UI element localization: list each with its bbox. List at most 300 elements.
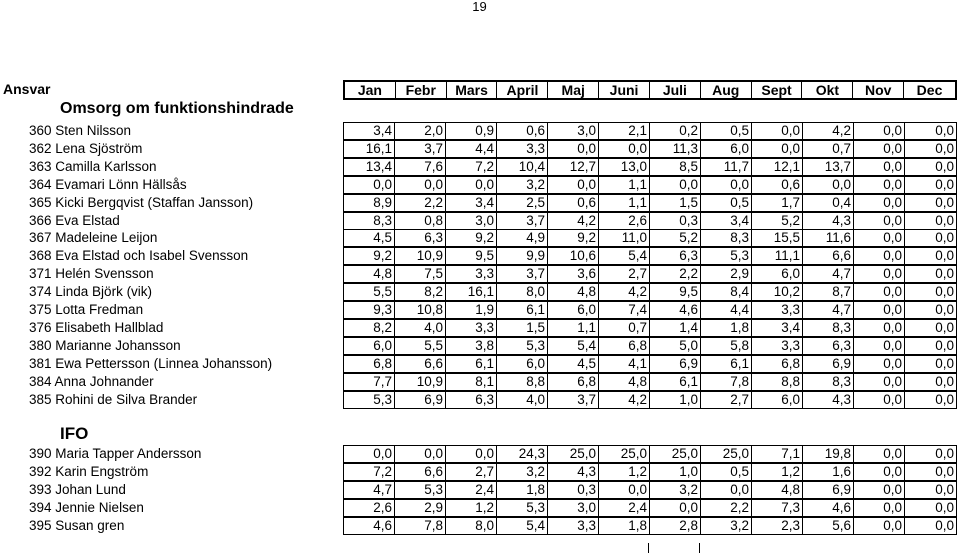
value-cell: 6,3 — [446, 392, 497, 408]
value-cell: 0,0 — [599, 482, 650, 498]
value-cell: 8,2 — [344, 320, 395, 336]
value-cell: 6,6 — [395, 356, 446, 372]
value-cell: 1,7 — [752, 195, 803, 211]
value-cell: 7,4 — [599, 302, 650, 318]
value-cell: 0,0 — [395, 446, 446, 462]
value-cell: 0,0 — [935, 337, 954, 353]
table-row — [0, 176, 959, 194]
value-cell: 2,4 — [446, 482, 497, 498]
value-cell: 0,5 — [701, 195, 752, 211]
table-row — [0, 463, 959, 481]
value-cell: 8,9 — [344, 195, 395, 211]
value-cell: 5,2 — [752, 213, 803, 229]
value-cell: 8,5 — [650, 159, 701, 175]
value-cell: 3,2 — [701, 518, 752, 534]
value-cell: 10,9 — [395, 248, 446, 264]
value-cell: 24,3 — [497, 446, 548, 462]
month-header-febr: Febr — [396, 82, 447, 98]
value-cell: 3,3 — [497, 141, 548, 157]
value-cell: 0,0 — [854, 500, 905, 516]
value-cell: 0,3 — [650, 213, 701, 229]
value-cell: 0,0 — [854, 159, 905, 175]
value-cell: 3,3 — [446, 266, 497, 282]
value-cell: 4,3 — [548, 464, 599, 480]
value-cell: 6,8 — [344, 356, 395, 372]
value-cell: 8,3 — [803, 320, 854, 336]
value-cell: 3,7 — [497, 266, 548, 282]
divider-line — [648, 543, 649, 553]
value-cell: 9,2 — [344, 248, 395, 264]
value-cell: 8,1 — [446, 374, 497, 390]
value-cell: 8,3 — [701, 230, 752, 246]
month-header-dec: Dec — [916, 82, 943, 98]
value-cell: 6,9 — [803, 356, 854, 372]
value-cell: 7,5 — [395, 266, 446, 282]
value-cell: 11,7 — [701, 159, 752, 175]
row-values — [343, 140, 957, 158]
table-row — [0, 373, 959, 391]
value-cell: 0,0 — [935, 391, 954, 407]
value-cell: 0,6 — [752, 177, 803, 193]
value-cell: 0,0 — [548, 177, 599, 193]
value-cell: 0,0 — [854, 195, 905, 211]
month-header-maj: Maj — [548, 82, 599, 98]
value-cell: 4,7 — [803, 266, 854, 282]
value-cell: 2,0 — [395, 123, 446, 139]
value-cell: 4,2 — [803, 123, 854, 139]
month-header-mars: Mars — [447, 82, 498, 98]
row-values — [343, 337, 957, 355]
row-label: 360 Sten Nilsson — [29, 123, 132, 138]
value-cell: 3,4 — [344, 123, 395, 139]
value-cell: 0,0 — [854, 141, 905, 157]
value-cell: 3,7 — [497, 213, 548, 229]
value-cell: 12,7 — [548, 159, 599, 175]
value-cell: 3,2 — [497, 464, 548, 480]
value-cell: 0,0 — [935, 230, 954, 246]
value-cell: 6,3 — [803, 338, 854, 354]
value-cell: 0,7 — [803, 141, 854, 157]
month-header-april: April — [497, 82, 548, 98]
row-values — [343, 319, 957, 337]
row-label: 371 Helén Svensson — [29, 266, 154, 282]
value-cell: 0,0 — [935, 140, 954, 156]
value-cell: 0,0 — [446, 177, 497, 193]
value-cell: 1,9 — [446, 302, 497, 318]
value-cell: 10,6 — [548, 248, 599, 264]
value-cell: 3,3 — [548, 518, 599, 534]
value-cell: 6,0 — [497, 356, 548, 372]
value-cell: 3,3 — [752, 302, 803, 318]
value-cell: 0,0 — [854, 177, 905, 193]
value-cell: 1,0 — [650, 464, 701, 480]
value-cell: 1,2 — [599, 464, 650, 480]
value-cell: 9,3 — [344, 302, 395, 318]
value-cell: 4,9 — [497, 230, 548, 246]
value-cell: 6,0 — [548, 302, 599, 318]
month-header-juli: Juli — [650, 82, 701, 98]
value-cell: 19,8 — [803, 446, 854, 462]
value-cell: 2,7 — [701, 392, 752, 408]
value-cell: 6,6 — [395, 464, 446, 480]
table-row — [0, 481, 959, 499]
value-cell: 6,0 — [344, 338, 395, 354]
value-cell: 1,5 — [650, 195, 701, 211]
value-cell: 9,5 — [650, 284, 701, 300]
value-cell: 0,0 — [935, 158, 954, 174]
row-label: 392 Karin Engström — [29, 463, 149, 479]
value-cell: 7,8 — [395, 518, 446, 534]
value-cell: 8,0 — [497, 284, 548, 300]
value-cell: 1,1 — [548, 320, 599, 336]
value-cell: 0,0 — [935, 481, 954, 497]
value-cell: 15,5 — [752, 230, 803, 246]
value-cell: 2,5 — [497, 195, 548, 211]
row-label: 367 Madeleine Leijon — [29, 230, 158, 246]
row-values — [343, 373, 957, 391]
row-values — [343, 176, 957, 194]
value-cell: 16,1 — [344, 141, 395, 157]
value-cell: 6,3 — [650, 248, 701, 264]
value-cell: 2,2 — [395, 195, 446, 211]
row-values — [343, 229, 957, 247]
value-cell: 5,8 — [701, 338, 752, 354]
value-cell: 2,4 — [599, 500, 650, 516]
value-cell: 11,6 — [803, 230, 854, 246]
value-cell: 7,6 — [395, 159, 446, 175]
value-cell: 1,5 — [497, 320, 548, 336]
value-cell: 3,3 — [752, 338, 803, 354]
value-cell: 0,0 — [854, 248, 905, 264]
value-cell: 0,0 — [854, 392, 905, 408]
value-cell: 5,5 — [344, 284, 395, 300]
table-row — [0, 319, 959, 337]
value-cell: 4,5 — [548, 356, 599, 372]
value-cell: 11,3 — [650, 141, 701, 157]
value-cell: 6,8 — [599, 338, 650, 354]
value-cell: 8,7 — [803, 284, 854, 300]
value-cell: 8,2 — [395, 284, 446, 300]
value-cell: 4,1 — [599, 356, 650, 372]
value-cell: 6,1 — [650, 374, 701, 390]
row-label: 381 Ewa Pettersson (Linnea Johansson) — [29, 355, 273, 371]
value-cell: 0,0 — [854, 213, 905, 229]
row-values — [343, 265, 957, 283]
value-cell: 0,6 — [548, 195, 599, 211]
value-cell: 0,5 — [701, 123, 752, 139]
row-values — [343, 517, 957, 535]
page-number: 19 — [472, 0, 487, 14]
value-cell: 8,8 — [752, 374, 803, 390]
table-row — [0, 355, 959, 373]
value-cell: 3,4 — [446, 195, 497, 211]
value-cell: 6,1 — [701, 356, 752, 372]
value-cell: 0,0 — [935, 284, 954, 300]
value-cell: 5,2 — [650, 230, 701, 246]
value-cell: 4,0 — [395, 320, 446, 336]
value-cell: 13,4 — [344, 159, 395, 175]
value-cell: 0,0 — [599, 141, 650, 157]
row-values — [343, 283, 957, 301]
table-row — [0, 122, 959, 140]
section-title-omsorg: Omsorg om funktionshindrade — [60, 100, 294, 117]
value-cell: 2,8 — [650, 518, 701, 534]
row-label: 393 Johan Lund — [29, 481, 126, 497]
table-row — [0, 517, 959, 535]
value-cell: 0,3 — [548, 482, 599, 498]
value-cell: 9,2 — [446, 230, 497, 246]
row-values — [343, 301, 957, 319]
value-cell: 4,4 — [701, 302, 752, 318]
month-header-juni: Juni — [599, 82, 650, 98]
value-cell: 3,7 — [548, 392, 599, 408]
value-cell: 4,6 — [344, 518, 395, 534]
value-cell: 5,3 — [497, 500, 548, 516]
value-cell: 5,3 — [497, 338, 548, 354]
value-cell: 9,5 — [446, 248, 497, 264]
value-cell: 0,0 — [935, 463, 954, 479]
value-cell: 8,4 — [701, 284, 752, 300]
value-cell: 6,3 — [395, 230, 446, 246]
row-label: 368 Eva Elstad och Isabel Svensson — [29, 248, 249, 264]
ansvar-heading: Ansvar — [3, 81, 51, 97]
value-cell: 1,1 — [599, 195, 650, 211]
value-cell: 4,2 — [599, 284, 650, 300]
value-cell: 6,1 — [446, 356, 497, 372]
value-cell: 4,2 — [599, 392, 650, 408]
value-cell: 16,1 — [446, 284, 497, 300]
value-cell: 8,0 — [446, 518, 497, 534]
value-cell: 7,7 — [344, 374, 395, 390]
value-cell: 5,6 — [803, 518, 854, 534]
row-values — [343, 158, 957, 176]
value-cell: 7,3 — [752, 500, 803, 516]
value-cell: 1,8 — [701, 320, 752, 336]
value-cell: 25,0 — [701, 446, 752, 462]
value-cell: 4,3 — [803, 392, 854, 408]
value-cell: 9,9 — [497, 248, 548, 264]
value-cell: 4,8 — [752, 482, 803, 498]
value-cell: 0,0 — [854, 464, 905, 480]
row-values — [343, 194, 957, 212]
section-title-ifo: IFO — [60, 424, 89, 443]
value-cell: 1,2 — [752, 464, 803, 480]
row-values — [343, 355, 957, 373]
value-cell: 1,8 — [599, 518, 650, 534]
row-values — [343, 122, 957, 140]
value-cell: 0,0 — [395, 177, 446, 193]
row-label: 390 Maria Tapper Andersson — [29, 446, 202, 461]
value-cell: 0,0 — [854, 518, 905, 534]
value-cell: 5,3 — [344, 392, 395, 408]
value-cell: 0,0 — [935, 194, 954, 210]
value-cell: 3,4 — [752, 320, 803, 336]
value-cell: 2,3 — [752, 518, 803, 534]
value-cell: 0,0 — [854, 266, 905, 282]
value-cell: 0,0 — [935, 373, 954, 389]
value-cell: 0,8 — [395, 213, 446, 229]
value-cell: 4,6 — [803, 500, 854, 516]
value-cell: 6,9 — [650, 356, 701, 372]
value-cell: 0,0 — [650, 500, 701, 516]
table-row — [0, 445, 959, 463]
value-cell: 0,0 — [935, 302, 954, 317]
value-cell: 4,0 — [497, 392, 548, 408]
value-cell: 1,1 — [599, 177, 650, 193]
value-cell: 7,2 — [446, 159, 497, 175]
row-values — [343, 463, 957, 481]
table-row — [0, 140, 959, 158]
value-cell: 25,0 — [548, 446, 599, 462]
value-cell: 0,6 — [497, 123, 548, 139]
value-cell: 1,2 — [446, 500, 497, 516]
row-label: 384 Anna Johnander — [29, 373, 154, 389]
row-values — [343, 481, 957, 499]
row-label: 385 Rohini de Silva Brander — [29, 391, 198, 407]
value-cell: 0,0 — [548, 141, 599, 157]
row-label: 380 Marianne Johansson — [29, 337, 181, 353]
value-cell: 0,0 — [935, 266, 954, 282]
value-cell: 4,7 — [344, 482, 395, 498]
value-cell: 0,0 — [701, 482, 752, 498]
value-cell: 0,0 — [854, 320, 905, 336]
value-cell: 0,0 — [935, 319, 954, 335]
table-row — [0, 212, 959, 230]
value-cell: 6,1 — [497, 302, 548, 318]
table-row — [0, 301, 959, 319]
value-cell: 0,0 — [935, 517, 954, 533]
row-values — [343, 212, 957, 230]
value-cell: 0,0 — [935, 446, 954, 461]
value-cell: 25,0 — [599, 446, 650, 462]
value-cell: 5,4 — [497, 518, 548, 534]
table-row — [0, 391, 959, 409]
value-cell: 8,3 — [344, 213, 395, 229]
value-cell: 0,0 — [854, 123, 905, 139]
value-cell: 2,1 — [599, 123, 650, 139]
value-cell: 6,0 — [701, 141, 752, 157]
row-label: 395 Susan gren — [29, 517, 125, 533]
value-cell: 0,0 — [854, 356, 905, 372]
value-cell: 5,4 — [548, 338, 599, 354]
month-header-row — [343, 80, 957, 100]
value-cell: 0,0 — [935, 499, 954, 515]
value-cell: 7,1 — [752, 446, 803, 462]
value-cell: 0,0 — [854, 482, 905, 498]
table-row — [0, 229, 959, 247]
value-cell: 5,5 — [395, 338, 446, 354]
value-cell: 0,0 — [935, 123, 954, 138]
value-cell: 0,5 — [701, 464, 752, 480]
row-label: 366 Eva Elstad — [29, 212, 120, 228]
value-cell: 0,0 — [935, 212, 954, 228]
value-cell: 5,0 — [650, 338, 701, 354]
divider-line — [699, 543, 700, 553]
value-cell: 5,4 — [599, 248, 650, 264]
value-cell: 4,4 — [446, 141, 497, 157]
value-cell: 10,9 — [395, 374, 446, 390]
value-cell: 3,0 — [548, 500, 599, 516]
value-cell: 4,5 — [344, 230, 395, 246]
value-cell: 0,0 — [701, 177, 752, 193]
row-values — [343, 247, 957, 265]
value-cell: 10,2 — [752, 284, 803, 300]
value-cell: 6,9 — [395, 392, 446, 408]
value-cell: 3,2 — [650, 482, 701, 498]
value-cell: 8,3 — [803, 374, 854, 390]
table-row — [0, 247, 959, 265]
value-cell: 3,2 — [497, 177, 548, 193]
row-label: 374 Linda Björk (vik) — [29, 284, 153, 300]
value-cell: 5,3 — [395, 482, 446, 498]
value-cell: 10,8 — [395, 302, 446, 318]
value-cell: 2,9 — [701, 266, 752, 282]
value-cell: 6,8 — [548, 374, 599, 390]
value-cell: 2,2 — [650, 266, 701, 282]
table-row — [0, 158, 959, 176]
value-cell: 4,8 — [599, 374, 650, 390]
value-cell: 12,1 — [752, 159, 803, 175]
value-cell: 6,6 — [803, 248, 854, 264]
month-header-jan: Jan — [345, 82, 396, 98]
value-cell: 2,6 — [344, 500, 395, 516]
value-cell: 2,7 — [446, 464, 497, 480]
value-cell: 6,0 — [752, 392, 803, 408]
value-cell: 0,0 — [854, 302, 905, 318]
value-cell: 0,2 — [650, 123, 701, 139]
value-cell: 3,3 — [446, 320, 497, 336]
value-cell: 3,6 — [548, 266, 599, 282]
value-cell: 1,8 — [497, 482, 548, 498]
value-cell: 0,0 — [854, 230, 905, 246]
value-cell: 0,0 — [446, 446, 497, 462]
value-cell: 3,7 — [395, 141, 446, 157]
value-cell: 4,8 — [548, 284, 599, 300]
value-cell: 0,0 — [752, 123, 803, 139]
value-cell: 5,3 — [701, 248, 752, 264]
value-cell: 0,9 — [446, 123, 497, 139]
value-cell: 7,2 — [344, 464, 395, 480]
row-label: 375 Lotta Fredman — [29, 302, 144, 317]
row-label: 362 Lena Sjöström — [29, 140, 143, 156]
value-cell: 0,7 — [599, 320, 650, 336]
row-label: 365 Kicki Bergqvist (Staffan Jansson) — [29, 194, 254, 210]
table-row — [0, 283, 959, 301]
month-header-nov: Nov — [853, 82, 904, 98]
value-cell: 7,8 — [701, 374, 752, 390]
value-cell: 3,0 — [548, 123, 599, 139]
value-cell: 0,0 — [854, 446, 905, 462]
value-cell: 4,7 — [803, 302, 854, 318]
value-cell: 6,9 — [803, 482, 854, 498]
table-row — [0, 499, 959, 517]
month-header-aug: Aug — [701, 82, 752, 98]
value-cell: 0,0 — [935, 248, 954, 264]
value-cell: 0,0 — [854, 284, 905, 300]
value-cell: 2,2 — [701, 500, 752, 516]
value-cell: 2,9 — [395, 500, 446, 516]
value-cell: 0,0 — [854, 338, 905, 354]
value-cell: 4,6 — [650, 302, 701, 318]
value-cell: 1,0 — [650, 392, 701, 408]
value-cell: 2,6 — [599, 213, 650, 229]
value-cell: 6,0 — [752, 266, 803, 282]
value-cell: 3,0 — [446, 213, 497, 229]
value-cell: 3,8 — [446, 338, 497, 354]
value-cell: 11,0 — [599, 230, 650, 246]
value-cell: 8,8 — [497, 374, 548, 390]
row-values — [343, 445, 957, 463]
